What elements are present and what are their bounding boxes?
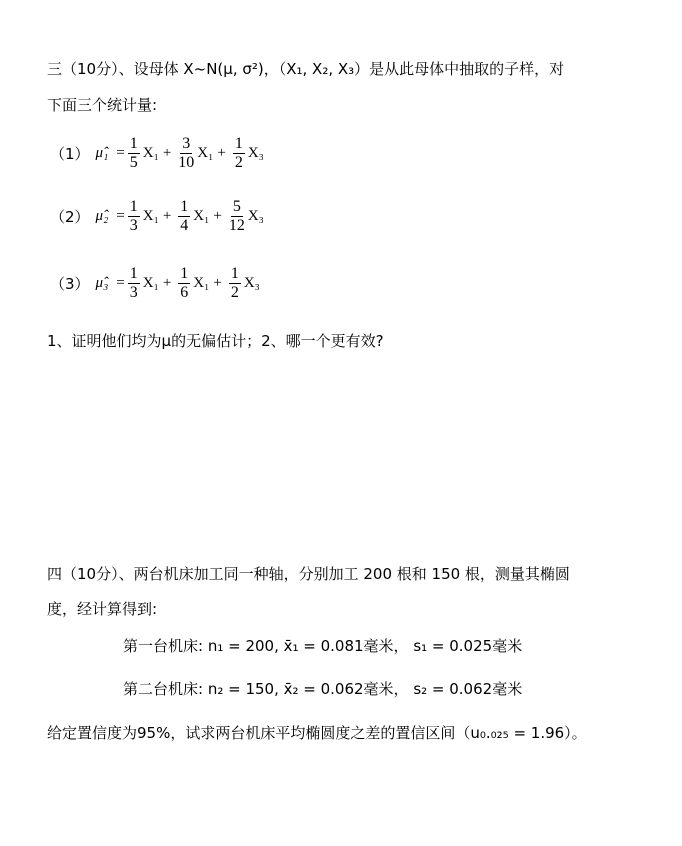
- q4-last-line: 给定置信度为95%，试求两台机床平均椭圆度之差的置信区间（u₀.₀₂₅ = 1.96）。: [47, 724, 587, 742]
- variable: X₁: [193, 275, 210, 291]
- denominator: 4: [180, 217, 189, 234]
- plus-sign: +: [213, 208, 222, 224]
- numerator: 1: [129, 265, 138, 282]
- variable: X₁: [142, 275, 159, 291]
- numerator: 1: [180, 198, 189, 215]
- denominator: 3: [129, 284, 138, 301]
- q4-line2: 度，经计算得到:: [47, 600, 158, 618]
- denominator: 5: [129, 154, 138, 171]
- estimator-symbol: μ̂₃: [95, 275, 109, 291]
- estimator-label: （1）: [50, 145, 90, 163]
- denominator: 12: [228, 217, 245, 234]
- fraction: [229, 198, 245, 235]
- fraction: [178, 265, 190, 302]
- q3-question: 1、证明他们均为μ的无偏估计；2、哪一个更有效?: [47, 332, 384, 350]
- q3-line2: 下面三个统计量:: [47, 96, 158, 114]
- variable: X₁: [197, 145, 214, 161]
- estimator-label: （3）: [50, 275, 90, 293]
- equals-sign: =: [116, 208, 125, 224]
- variable: X₁: [142, 145, 159, 161]
- numerator: 1: [129, 135, 138, 152]
- fraction: [229, 265, 241, 302]
- estimator-3: [50, 265, 260, 302]
- variable: X₃: [247, 208, 264, 224]
- estimator-symbol: μ̂₁: [95, 145, 109, 161]
- fraction: [128, 198, 140, 235]
- equals-sign: =: [116, 145, 125, 161]
- plus-sign: +: [217, 145, 226, 161]
- estimator-2: [50, 198, 264, 235]
- denominator: 2: [234, 154, 243, 171]
- numerator: 1: [234, 135, 243, 152]
- variable: X₁: [193, 208, 210, 224]
- numerator: 5: [232, 198, 241, 215]
- estimator-label: （2）: [50, 208, 90, 226]
- numerator: 1: [180, 265, 189, 282]
- estimator-1: [50, 135, 264, 172]
- denominator: 3: [129, 217, 138, 234]
- fraction: [178, 198, 190, 235]
- fraction: [128, 265, 140, 302]
- plus-sign: +: [162, 145, 172, 161]
- variable: X₃: [243, 275, 260, 291]
- denominator: 10: [178, 154, 195, 171]
- estimator-symbol: μ̂₂: [95, 208, 109, 224]
- numerator: 1: [129, 198, 138, 215]
- plus-sign: +: [162, 275, 172, 291]
- plus-sign: +: [213, 275, 222, 291]
- fraction: [178, 135, 194, 172]
- equals-sign: =: [116, 275, 125, 291]
- q3-line1: 三（10分）、设母体 X~N(μ, σ²)，（X₁, X₂, X₃）是从此母体中抽取的子样，对: [47, 60, 565, 78]
- denominator: 6: [180, 284, 189, 301]
- variable: X₃: [247, 145, 264, 161]
- fraction: [233, 135, 245, 172]
- plus-sign: +: [162, 208, 172, 224]
- denominator: 2: [230, 284, 239, 301]
- q4-machine1: 第一台机床: n₁ = 200, x̄₁ = 0.081毫米， s₁ = 0.025毫米: [123, 637, 523, 655]
- numerator: 1: [230, 265, 239, 282]
- numerator: 3: [182, 135, 191, 152]
- q4-machine2: 第二台机床: n₂ = 150, x̄₂ = 0.062毫米， s₂ = 0.062毫米: [123, 680, 523, 698]
- fraction: [128, 135, 140, 172]
- variable: X₁: [142, 208, 159, 224]
- q4-line1: 四（10分）、两台机床加工同一种轴，分别加工 200 根和 150 根，测量其椭圆: [47, 565, 570, 583]
